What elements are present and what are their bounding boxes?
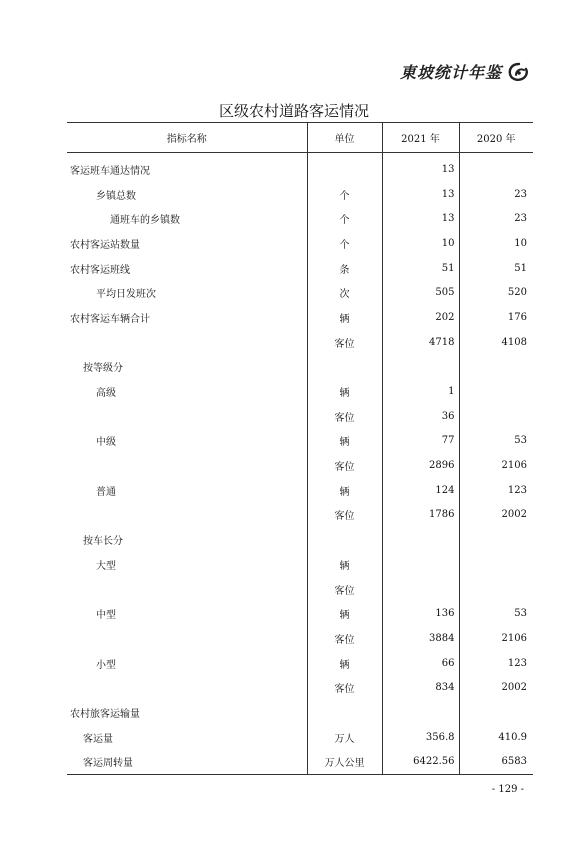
value-2020-cell — [459, 153, 533, 182]
value-2021-cell — [382, 355, 459, 380]
value-2020-cell: 53 — [459, 429, 533, 454]
table-row — [67, 256, 533, 281]
value-2020-cell — [459, 700, 533, 725]
value-2021-cell: 13 — [382, 206, 459, 231]
unit-cell: 客位 — [307, 453, 382, 478]
value-2021-cell: 1786 — [382, 503, 459, 528]
value-2020-cell: 6583 — [459, 750, 533, 775]
unit-cell: 个 — [307, 231, 382, 256]
swirl-logo-icon — [508, 62, 530, 82]
table-row — [67, 700, 533, 725]
value-2021-cell: 136 — [382, 601, 459, 626]
indicator-cell: 通班车的乡镇数 — [110, 215, 180, 227]
value-2021-cell: 66 — [382, 651, 459, 676]
value-2021-cell: 77 — [382, 429, 459, 454]
table-row — [67, 527, 533, 552]
table-row — [67, 577, 533, 602]
column-header-2021: 2021 年 — [382, 123, 459, 153]
value-2020-cell — [459, 379, 533, 404]
unit-cell — [307, 700, 382, 725]
unit-cell: 客位 — [307, 503, 382, 528]
table-row — [67, 503, 533, 528]
unit-cell: 万人 — [307, 725, 382, 750]
unit-cell — [307, 153, 382, 182]
unit-cell: 客位 — [307, 577, 382, 602]
unit-cell: 客位 — [307, 675, 382, 700]
value-2020-cell: 410.9 — [459, 725, 533, 750]
unit-cell: 辆 — [307, 429, 382, 454]
value-2020-cell: 176 — [459, 305, 533, 330]
indicator-cell: 客运周转量 — [67, 750, 307, 775]
indicator-cell — [67, 626, 307, 651]
page-number: - 129 - — [491, 784, 524, 795]
indicator-cell: 高级 — [96, 388, 116, 400]
value-2021-cell: 51 — [382, 256, 459, 281]
value-2020-cell — [459, 527, 533, 552]
value-2020-cell — [459, 404, 533, 429]
table-row — [67, 280, 533, 305]
value-2021-cell: 2896 — [382, 453, 459, 478]
unit-cell: 辆 — [307, 305, 382, 330]
table-row — [67, 675, 533, 700]
value-2020-cell: 2106 — [459, 626, 533, 651]
value-2021-cell: 356.8 — [382, 725, 459, 750]
indicator-cell: 农村客运站数量 — [70, 239, 140, 251]
value-2020-cell: 10 — [459, 231, 533, 256]
indicator-cell: 农村客运车辆合计 — [70, 313, 150, 325]
value-2021-cell: 3884 — [382, 626, 459, 651]
value-2020-cell: 4108 — [459, 330, 533, 355]
indicator-cell: 按等级分 — [83, 363, 123, 375]
value-2020-cell: 123 — [459, 478, 533, 503]
unit-cell: 次 — [307, 280, 382, 305]
value-2021-cell: 505 — [382, 280, 459, 305]
indicator-cell — [67, 675, 307, 700]
indicator-cell: 按车长分 — [83, 536, 123, 548]
indicator-cell: 平均日发班次 — [96, 289, 156, 301]
unit-cell: 个 — [307, 182, 382, 207]
value-2021-cell — [382, 527, 459, 552]
indicator-cell — [67, 577, 307, 602]
yearbook-brand — [400, 60, 530, 83]
table-row — [67, 330, 533, 355]
unit-cell: 万人公里 — [307, 750, 382, 775]
indicator-cell: 大型 — [96, 560, 116, 572]
value-2021-cell: 13 — [382, 182, 459, 207]
value-2021-cell: 834 — [382, 675, 459, 700]
value-2020-cell — [459, 552, 533, 577]
table-title: 区级农村道路客运情况 — [218, 102, 369, 120]
table-row — [67, 651, 533, 676]
indicator-cell: 客运量 — [83, 733, 113, 745]
unit-cell — [307, 355, 382, 380]
indicator-cell — [67, 330, 307, 355]
column-header-unit: 单位 — [307, 123, 382, 153]
table-row — [67, 231, 533, 256]
value-2021-cell: 124 — [382, 478, 459, 503]
value-2020-cell: 2002 — [459, 503, 533, 528]
column-header-indicator: 指标名称 — [67, 123, 307, 153]
table-row — [67, 750, 533, 775]
unit-cell: 辆 — [307, 552, 382, 577]
unit-cell: 辆 — [307, 651, 382, 676]
value-2020-cell: 520 — [459, 280, 533, 305]
unit-cell: 辆 — [307, 379, 382, 404]
value-2020-cell — [459, 355, 533, 380]
table-row — [67, 182, 533, 207]
value-2021-cell: 4718 — [382, 330, 459, 355]
value-2020-cell: 23 — [459, 182, 533, 207]
table-row — [67, 305, 533, 330]
value-2020-cell: 2002 — [459, 675, 533, 700]
table-row — [67, 379, 533, 404]
indicator-cell: 农村旅客运输量 — [70, 708, 140, 720]
unit-cell: 客位 — [307, 626, 382, 651]
indicator-cell — [67, 453, 307, 478]
value-2021-cell: 36 — [382, 404, 459, 429]
table-row — [67, 404, 533, 429]
value-2020-cell: 53 — [459, 601, 533, 626]
value-2021-cell — [382, 552, 459, 577]
table-row — [67, 355, 533, 380]
unit-cell: 辆 — [307, 478, 382, 503]
indicator-cell: 农村客运班线 — [70, 264, 130, 276]
table-row — [67, 429, 533, 454]
value-2020-cell: 2106 — [459, 453, 533, 478]
indicator-cell: 客运班车通达情况 — [70, 165, 150, 177]
column-header-2020: 2020 年 — [459, 123, 533, 153]
value-2021-cell — [382, 577, 459, 602]
unit-cell — [307, 527, 382, 552]
brand-title: 東坡统计年鉴 — [399, 63, 502, 82]
table-row — [67, 478, 533, 503]
unit-cell: 个 — [307, 206, 382, 231]
table-row — [67, 601, 533, 626]
value-2021-cell: 6422.56 — [382, 750, 459, 775]
table-row — [67, 552, 533, 577]
indicator-cell: 中级 — [96, 437, 116, 449]
value-2020-cell: 123 — [459, 651, 533, 676]
table-header-row — [67, 123, 533, 153]
value-2020-cell: 51 — [459, 256, 533, 281]
table-row — [67, 206, 533, 231]
indicator-cell — [67, 404, 307, 429]
value-2021-cell — [382, 700, 459, 725]
value-2021-cell: 13 — [382, 153, 459, 182]
indicator-cell: 乡镇总数 — [96, 190, 136, 202]
unit-cell: 客位 — [307, 404, 382, 429]
table-row — [67, 725, 533, 750]
indicator-cell: 普通 — [96, 486, 116, 498]
value-2021-cell: 202 — [382, 305, 459, 330]
unit-cell: 辆 — [307, 601, 382, 626]
value-2021-cell: 10 — [382, 231, 459, 256]
value-2020-cell: 23 — [459, 206, 533, 231]
table-row — [67, 626, 533, 651]
table-row — [67, 453, 533, 478]
indicator-cell: 小型 — [96, 659, 116, 671]
unit-cell: 客位 — [307, 330, 382, 355]
value-2020-cell — [459, 577, 533, 602]
value-2021-cell: 1 — [382, 379, 459, 404]
unit-cell: 条 — [307, 256, 382, 281]
passenger-transport-table — [67, 122, 533, 775]
table-row — [67, 153, 533, 182]
indicator-cell: 中型 — [96, 610, 116, 622]
indicator-cell — [67, 503, 307, 528]
